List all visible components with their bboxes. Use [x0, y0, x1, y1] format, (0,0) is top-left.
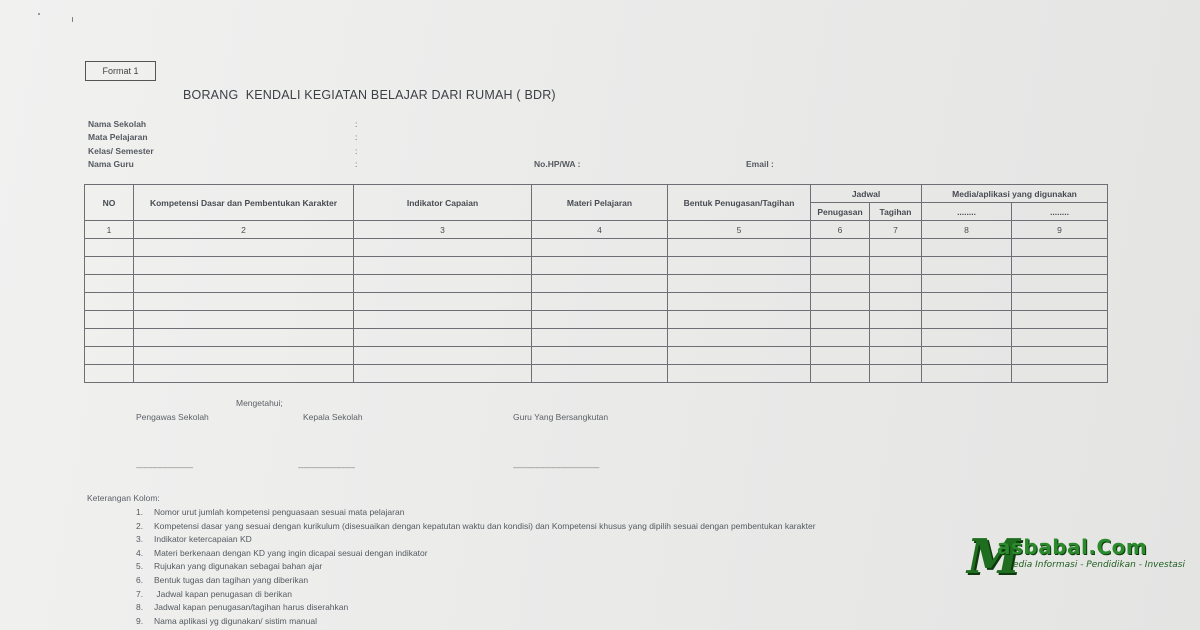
note-item: 8. Jadwal kapan penugasan/tagihan harus diserahkan [136, 602, 349, 612]
header-media: Media/aplikasi yang digunakan [922, 185, 1108, 203]
field-mata-pelajaran: Mata Pelajaran [88, 132, 148, 142]
note-item: 3. Indikator ketercapaian KD [136, 534, 252, 544]
colon: : [355, 159, 358, 169]
header-kompetensi: Kompetensi Dasar dan Pembentukan Karakter [134, 185, 354, 221]
note-item: 1. Nomor urut jumlah kompetensi penguasaan sesuai mata pelajaran [136, 507, 405, 517]
note-item: 9. Nama aplikasi yg digunakan/ sistim manual [136, 616, 317, 626]
signature-line-kepala: ------------------------------- [298, 465, 355, 472]
guru-bersangkutan-label: Guru Yang Bersangkutan [513, 412, 609, 422]
bdr-table [84, 184, 1108, 383]
signature-line-guru: ----------------------------------------------- [513, 465, 600, 472]
column-number: 5 [668, 221, 811, 239]
speck [38, 13, 40, 15]
header-indikator: Indikator Capaian [354, 185, 532, 221]
field-kelas-semester: Kelas/ Semester [88, 146, 154, 156]
column-number: 4 [532, 221, 668, 239]
header-bentuk-penugasan: Bentuk Penugasan/Tagihan [668, 185, 811, 221]
table-row [85, 257, 1108, 275]
mengetahui-label: Mengetahui; [236, 398, 283, 408]
speck [72, 17, 73, 22]
watermark-name: asbabal.Com [997, 535, 1148, 559]
table-row [85, 239, 1108, 257]
table-row [85, 275, 1108, 293]
table-row [85, 329, 1108, 347]
column-number: 3 [354, 221, 532, 239]
pengawas-sekolah-label: Pengawas Sekolah [136, 412, 209, 422]
field-nama-guru: Nama Guru [88, 159, 134, 169]
column-number: 8 [922, 221, 1012, 239]
column-number: 6 [811, 221, 870, 239]
note-item: 5. Rujukan yang digunakan sebagai bahan ajar [136, 561, 323, 571]
colon: : [355, 119, 358, 129]
header-media-a: ........ [922, 203, 1012, 221]
header-materi: Materi Pelajaran [532, 185, 668, 221]
notes-title: Keterangan Kolom: [87, 493, 160, 503]
format-label: Format 1 [85, 61, 156, 81]
watermark-m-letter: M [967, 529, 1021, 585]
table-row [85, 311, 1108, 329]
header-penugasan: Penugasan [811, 203, 870, 221]
header-media-b: ........ [1012, 203, 1108, 221]
column-number: 1 [85, 221, 134, 239]
colon: : [355, 146, 358, 156]
header-tagihan: Tagihan [870, 203, 922, 221]
field-no-hp-wa: No.HP/WA : [534, 159, 581, 169]
table-row [85, 365, 1108, 383]
column-number-row [85, 221, 1108, 239]
header-no: NO [85, 185, 134, 221]
note-item: 7. Jadwal kapan penugasan di berikan [136, 589, 292, 599]
colon: : [355, 132, 358, 142]
masbabal-watermark-logo [967, 529, 1185, 585]
note-item: 6. Bentuk tugas dan tagihan yang diberikan [136, 575, 309, 585]
watermark-tagline: edia Informasi - Pendidikan - Investasi [1013, 560, 1185, 570]
column-number: 2 [134, 221, 354, 239]
field-nama-sekolah: Nama Sekolah [88, 119, 147, 129]
column-number: 9 [1012, 221, 1108, 239]
note-item: 4. Materi berkenaan dengan KD yang ingin dicapai sesuai dengan indikator [136, 548, 428, 558]
column-number: 7 [870, 221, 922, 239]
kepala-sekolah-label: Kepala Sekolah [303, 412, 363, 422]
field-email: Email : [746, 159, 774, 169]
signature-line-pengawas: ------------------------------- [136, 465, 193, 472]
table-row [85, 293, 1108, 311]
document-title: BORANG KENDALI KEGIATAN BELAJAR DARI RUMAH ( BDR) [183, 88, 556, 102]
header-jadwal: Jadwal [811, 185, 922, 203]
note-item: 2. Kompetensi dasar yang sesuai dengan kurikulum (disesuaikan dengan kepatutan waktu dan kondisi) dan Kompetensi khusus yang dipilih sesuai dengan pembentukan karakter [136, 521, 816, 531]
table-row [85, 347, 1108, 365]
